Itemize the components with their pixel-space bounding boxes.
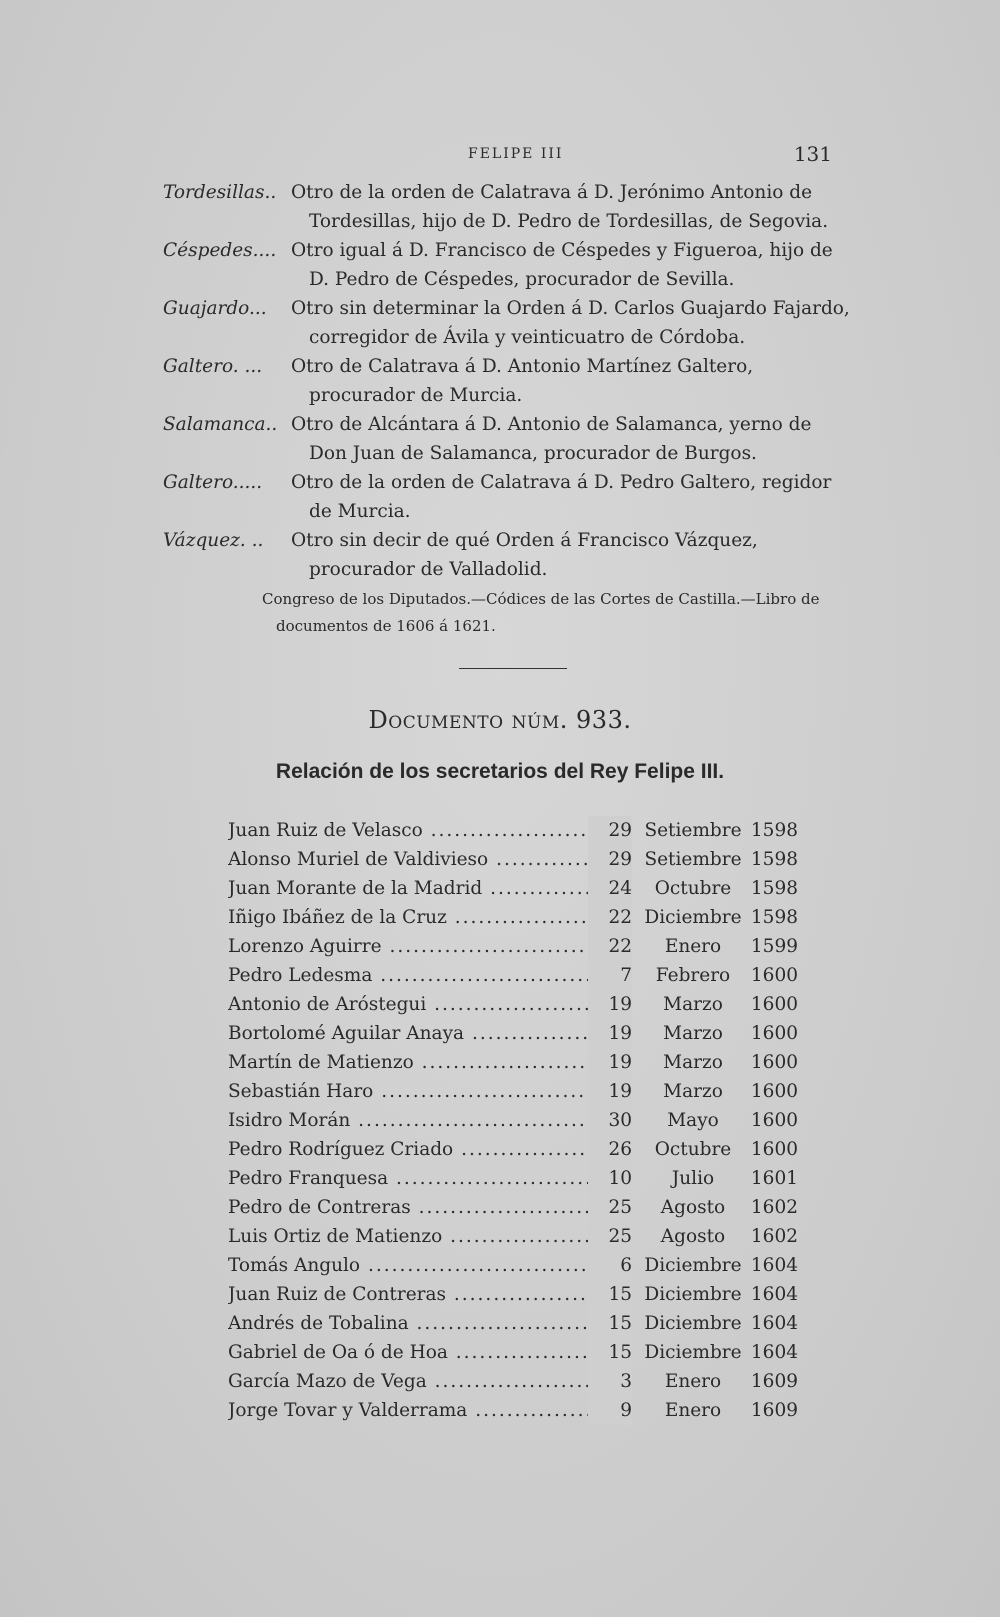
appointment-year: 1598 — [750, 849, 798, 870]
appointment-month: Marzo — [663, 994, 723, 1015]
running-title: FELIPE III — [468, 146, 564, 162]
appointment-year: 1600 — [750, 1052, 798, 1073]
appointment-day: 19 — [588, 990, 632, 1019]
entry-item — [163, 410, 853, 468]
table-row — [228, 1251, 798, 1280]
document-label: Documento núm. — [368, 706, 568, 734]
secretary-name: Tomás Angulo ..... — [228, 1251, 588, 1280]
source-citation — [262, 586, 862, 640]
table-row — [228, 1019, 798, 1048]
secretary-name: Juan Ruiz de Velasco ..... — [228, 816, 588, 845]
entry-description: Otro igual á D. Francisco de Céspedes y Figueroa, hijo de D. Pedro de Céspedes, procurador de Sevilla. — [291, 240, 833, 290]
source-line: documentos de 1606 á 1621. — [276, 617, 496, 635]
secretary-name: Pedro de Contreras ..... — [228, 1193, 588, 1222]
secretary-name: Martín de Matienzo ..... — [228, 1048, 588, 1077]
secretary-name: Juan Ruiz de Contreras ..... — [228, 1280, 588, 1309]
appointment-day: 10 — [588, 1164, 632, 1193]
table-row — [228, 961, 798, 990]
appointment-month: Julio — [671, 1168, 715, 1189]
entry-description: Otro sin determinar la Orden á D. Carlos Guajardo Fajardo, corregidor de Ávila y veinticuatro de Córdoba. — [291, 298, 850, 348]
appointment-month: Marzo — [663, 1052, 723, 1073]
appointment-month: Marzo — [663, 1023, 723, 1044]
appointment-day: 24 — [588, 874, 632, 903]
table-row — [228, 1309, 798, 1338]
secretary-name: Juan Morante de la Madrid ..... — [228, 874, 588, 903]
secretary-name: Jorge Tovar y Valderrama ..... — [228, 1396, 588, 1425]
section-divider — [459, 668, 567, 669]
entry-item — [163, 236, 853, 294]
appointment-day: 29 — [588, 845, 632, 874]
appointment-year: 1602 — [750, 1197, 798, 1218]
appointment-year: 1601 — [750, 1168, 798, 1189]
entry-description: Otro de la orden de Calatrava á D. Jerónimo Antonio de Tordesillas, hijo de D. Pedro de Tordesillas, de Segovia. — [291, 182, 829, 232]
table-row — [228, 1193, 798, 1222]
document-number: 933. — [576, 706, 632, 734]
appointment-month: Diciembre — [644, 1284, 742, 1305]
appointment-month: Mayo — [667, 1110, 719, 1131]
appointment-day: 19 — [588, 1048, 632, 1077]
appointment-day: 9 — [588, 1396, 632, 1425]
table-row — [228, 845, 798, 874]
appointment-year: 1598 — [750, 820, 798, 841]
table-row — [228, 1048, 798, 1077]
entry-item — [163, 178, 853, 236]
source-line: Congreso de los Diputados.—Códices de las Cortes de Castilla.—Libro de — [262, 590, 820, 608]
entry-surname: Galtero..... — [163, 472, 263, 493]
entry-description: Otro de Alcántara á D. Antonio de Salamanca, yerno de Don Juan de Salamanca, procurador de Burgos. — [291, 414, 812, 464]
appointment-month: Enero — [664, 936, 722, 957]
table-row — [228, 1077, 798, 1106]
table-row — [228, 816, 798, 845]
secretary-name: Pedro Ledesma ..... — [228, 961, 588, 990]
appointment-day: 6 — [588, 1251, 632, 1280]
appointment-day: 3 — [588, 1367, 632, 1396]
entry-description: Otro de Calatrava á D. Antonio Martínez Galtero, procurador de Murcia. — [291, 356, 754, 406]
entry-item — [163, 468, 853, 526]
appointment-year: 1600 — [750, 965, 798, 986]
appointment-year: 1604 — [750, 1342, 798, 1363]
secretary-name: Pedro Rodríguez Criado ..... — [228, 1135, 588, 1164]
appointment-month: Diciembre — [644, 1313, 742, 1334]
entry-description: Otro de la orden de Calatrava á D. Pedro Galtero, regidor de Murcia. — [291, 472, 832, 522]
appointment-year: 1599 — [750, 936, 798, 957]
secretary-name: Luis Ortiz de Matienzo ..... — [228, 1222, 588, 1251]
table-row — [228, 1135, 798, 1164]
entry-surname: Tordesillas.. — [163, 182, 277, 203]
appointment-month: Octubre — [654, 1139, 732, 1160]
table-row — [228, 1367, 798, 1396]
appointment-month: Enero — [664, 1400, 722, 1421]
table-row — [228, 932, 798, 961]
appointment-year: 1609 — [750, 1400, 798, 1421]
appointment-day: 30 — [588, 1106, 632, 1135]
entry-item — [163, 352, 853, 410]
secretary-name: Antonio de Aróstegui ..... — [228, 990, 588, 1019]
appointment-year: 1609 — [750, 1371, 798, 1392]
appointment-year: 1602 — [750, 1226, 798, 1247]
appointment-month: Setiembre — [644, 820, 742, 841]
appointment-day: 25 — [588, 1193, 632, 1222]
secretary-name: Pedro Franquesa ..... — [228, 1164, 588, 1193]
appointment-month: Octubre — [654, 878, 732, 899]
appointment-day: 22 — [588, 932, 632, 961]
entry-surname: Guajardo... — [163, 298, 267, 319]
appointment-day: 19 — [588, 1019, 632, 1048]
table-row — [228, 1338, 798, 1367]
secretary-name: Gabriel de Oa ó de Hoa ..... — [228, 1338, 588, 1367]
appointment-day: 25 — [588, 1222, 632, 1251]
appointment-month: Diciembre — [644, 1342, 742, 1363]
table-row — [228, 990, 798, 1019]
entry-surname: Salamanca.. — [163, 414, 278, 435]
appointment-year: 1604 — [750, 1255, 798, 1276]
secretary-name: García Mazo de Vega ..... — [228, 1367, 588, 1396]
table-row — [228, 1164, 798, 1193]
entry-surname: Vázquez. .. — [163, 530, 264, 551]
entry-surname: Céspedes.... — [163, 240, 277, 261]
appointment-day: 26 — [588, 1135, 632, 1164]
appointment-day: 7 — [588, 961, 632, 990]
appointment-year: 1600 — [750, 1023, 798, 1044]
entry-surname: Galtero. ... — [163, 356, 263, 377]
document-title: Relación de los secretarios del Rey Felipe III. — [275, 760, 725, 783]
appointment-day: 15 — [588, 1309, 632, 1338]
appointment-month: Febrero — [655, 965, 731, 986]
table-row — [228, 1396, 798, 1425]
table-row — [228, 1106, 798, 1135]
appointment-day: 15 — [588, 1338, 632, 1367]
appointment-year: 1604 — [750, 1284, 798, 1305]
document-heading — [0, 706, 1000, 734]
secretary-name: Sebastián Haro ..... — [228, 1077, 588, 1106]
table-row — [228, 874, 798, 903]
appointment-month: Agosto — [660, 1226, 726, 1247]
appointment-year: 1600 — [750, 1139, 798, 1160]
page-header — [160, 142, 832, 170]
secretary-name: Iñigo Ibáñez de la Cruz ..... — [228, 903, 588, 932]
appointment-year: 1604 — [750, 1313, 798, 1334]
appointment-month: Diciembre — [644, 907, 742, 928]
appointment-day: 15 — [588, 1280, 632, 1309]
secretaries-table — [228, 816, 798, 1425]
entry-list — [163, 178, 853, 584]
appointment-year: 1600 — [750, 1081, 798, 1102]
table-row — [228, 1280, 798, 1309]
entry-item — [163, 526, 853, 584]
secretary-name: Andrés de Tobalina ..... — [228, 1309, 588, 1338]
appointment-year: 1598 — [750, 907, 798, 928]
appointment-month: Diciembre — [644, 1255, 742, 1276]
appointment-day: 22 — [588, 903, 632, 932]
secretary-name: Lorenzo Aguirre ..... — [228, 932, 588, 961]
appointment-month: Enero — [664, 1371, 722, 1392]
entry-description: Otro sin decir de qué Orden á Francisco Vázquez, procurador de Valladolid. — [291, 530, 758, 580]
appointment-year: 1600 — [750, 1110, 798, 1131]
appointment-year: 1600 — [750, 994, 798, 1015]
secretary-name: Alonso Muriel de Valdivieso ..... — [228, 845, 588, 874]
appointment-day: 19 — [588, 1077, 632, 1106]
table-row — [228, 1222, 798, 1251]
appointment-month: Setiembre — [644, 849, 742, 870]
secretary-name: Isidro Morán ..... — [228, 1106, 588, 1135]
entry-item — [163, 294, 853, 352]
appointment-day: 29 — [588, 816, 632, 845]
secretary-name: Bortolomé Aguilar Anaya ..... — [228, 1019, 588, 1048]
appointment-month: Agosto — [660, 1197, 726, 1218]
table-row — [228, 903, 798, 932]
page-number: 131 — [793, 142, 832, 166]
appointment-year: 1598 — [750, 878, 798, 899]
appointment-month: Marzo — [663, 1081, 723, 1102]
